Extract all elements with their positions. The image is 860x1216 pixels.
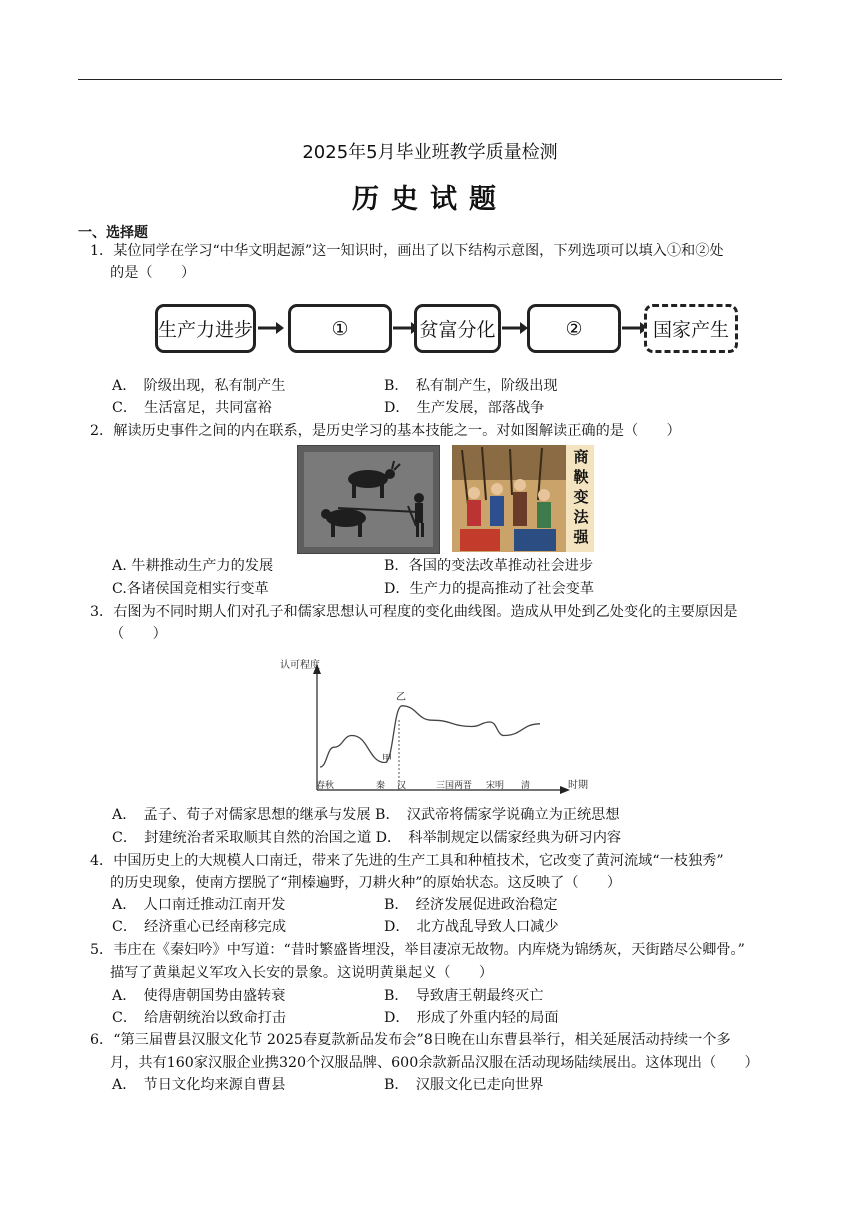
approval-curve xyxy=(320,706,540,767)
section-heading: 一、选择题 xyxy=(78,225,148,241)
q5-option-b: B． 导致唐王朝最终灭亡 xyxy=(384,988,544,1004)
q5-option-d: D． 形成了外重内轻的局面 xyxy=(384,1010,559,1026)
x-tick-label: 三国两晋 xyxy=(436,781,473,791)
q5-stem-line2: 描写了黄巢起义军攻入长安的景象。这说明黄巢起义（ ） xyxy=(110,965,494,981)
q1-option-b: B． 私有制产生，阶级出现 xyxy=(384,378,558,394)
q2-option-a: A. 牛耕推动生产力的发展 xyxy=(112,558,274,574)
approval-line-chart xyxy=(272,650,602,798)
flow-arrow-icon xyxy=(258,321,284,335)
flow-box-4: ② xyxy=(527,304,621,353)
q3-option-cd: C． 封建统治者采取顺其自然的治国之道 D． 科举制规定以儒家经典为研习内容 xyxy=(112,830,622,846)
q4-stem-line1: 4．中国历史上的大规模人口南迁，带来了先进的生产工具和种植技术，它改变了黄河流域“一枝独秀” xyxy=(90,853,724,869)
q1-stem-line1: 1．某位同学在学习“中华文明起源”这一知识时，画出了以下结构示意图，下列选项可以填入①和②处 xyxy=(90,243,724,259)
q4-option-b: B． 经济发展促进政治稳定 xyxy=(384,897,558,913)
caption-char: 法 xyxy=(573,508,589,526)
caption-char: 变 xyxy=(573,488,589,506)
q4-option-c: C． 经济重心已经南移完成 xyxy=(112,919,287,935)
flow-box-5: 国家产生 xyxy=(644,304,738,353)
q5-option-a: A． 使得唐朝国势由盛转衰 xyxy=(112,988,286,1004)
x-tick-label: 汉 xyxy=(397,781,407,791)
annotation-yi: 乙 xyxy=(396,692,406,703)
q3-stem-line2: （ ） xyxy=(110,626,167,642)
q4-option-a: A． 人口南迁推动江南开发 xyxy=(112,897,286,913)
q1-option-c: C． 生活富足，共同富裕 xyxy=(112,400,272,416)
caption-char: 鞅 xyxy=(573,468,589,486)
q2-stem: 2．解读历史事件之间的内在联系，是历史学习的基本技能之一。对如图解读正确的是（ ） xyxy=(90,423,681,439)
shang-yang-caption xyxy=(569,447,593,547)
q2-option-b: B．各国的变法改革推动社会进步 xyxy=(384,558,594,574)
flow-box-3: 贫富分化 xyxy=(414,304,501,353)
flow-arrow-icon xyxy=(502,321,528,335)
q3-option-ab: A． 孟子、荀子对儒家思想的继承与发展 B． 汉武帝将儒家学说确立为正统思想 xyxy=(112,807,620,823)
x-tick-label: 秦 xyxy=(376,781,386,791)
q6-stem-line1: 6．“第三届曹县汉服文化节 2025春夏款新品发布会”8日晚在山东曹县举行，相关延展活动持续一个多 xyxy=(90,1032,731,1048)
q4-stem-line2: 的历史现象，使南方摆脱了“荆榛遍野，刀耕火种”的原始状态。这反映了（ ） xyxy=(110,875,622,891)
q4-option-d: D． 北方战乱导致人口减少 xyxy=(384,919,559,935)
flow-box-2: ① xyxy=(288,304,392,353)
q1-option-d: D． 生产发展，部落战争 xyxy=(384,400,545,416)
q1-option-a: A． 阶级出现，私有制产生 xyxy=(112,378,286,394)
shang-yang-reform-image xyxy=(452,445,594,552)
annotation-jia: 甲 xyxy=(382,754,392,765)
q6-stem-line2: 月，共有160家汉服企业携320个汉服品牌、600余款新品汉服在活动现场陆续展出。这体现出（ ） xyxy=(110,1055,759,1071)
q3-stem-line1: 3．右图为不同时期人们对孔子和儒家思想认可程度的变化曲线图。造成从甲处到乙处变化的主要原因是 xyxy=(90,604,738,620)
y-axis-label: 认可程度 xyxy=(280,660,320,671)
q6-option-b: B． 汉服文化已走向世界 xyxy=(384,1077,544,1093)
x-axis-label: 时期 xyxy=(568,780,588,791)
x-tick-label: 清 xyxy=(521,781,531,791)
exam-title: 2025年5月毕业班教学质量检测 xyxy=(302,142,558,163)
q1-stem-line2: 的是（ ） xyxy=(110,265,196,281)
subject-title: 历史试题 xyxy=(352,184,508,215)
q6-option-a: A． 节日文化均来源自曹县 xyxy=(112,1077,286,1093)
caption-char: 强 xyxy=(573,528,589,546)
q5-option-c: C． 给唐朝统治以致命打击 xyxy=(112,1010,287,1026)
x-tick-label: 宋明 xyxy=(486,781,505,791)
q2-option-d: D．生产力的提高推动了社会变革 xyxy=(384,581,595,597)
header-rule xyxy=(78,79,782,80)
q2-option-c: C.各诸侯国竞相实行变革 xyxy=(112,581,269,597)
x-tick-label: 春秋 xyxy=(316,781,335,791)
flow-box-1: 生产力进步 xyxy=(155,304,256,353)
q5-stem-line1: 5．韦庄在《秦妇吟》中写道：“昔时繁盛皆埋没，举目凄凉无故物。内库烧为锦绣灰，天街踏尽公卿骨。” xyxy=(90,942,745,958)
ox-plough-rubbing-image xyxy=(297,445,440,554)
caption-char: 商 xyxy=(573,448,589,466)
